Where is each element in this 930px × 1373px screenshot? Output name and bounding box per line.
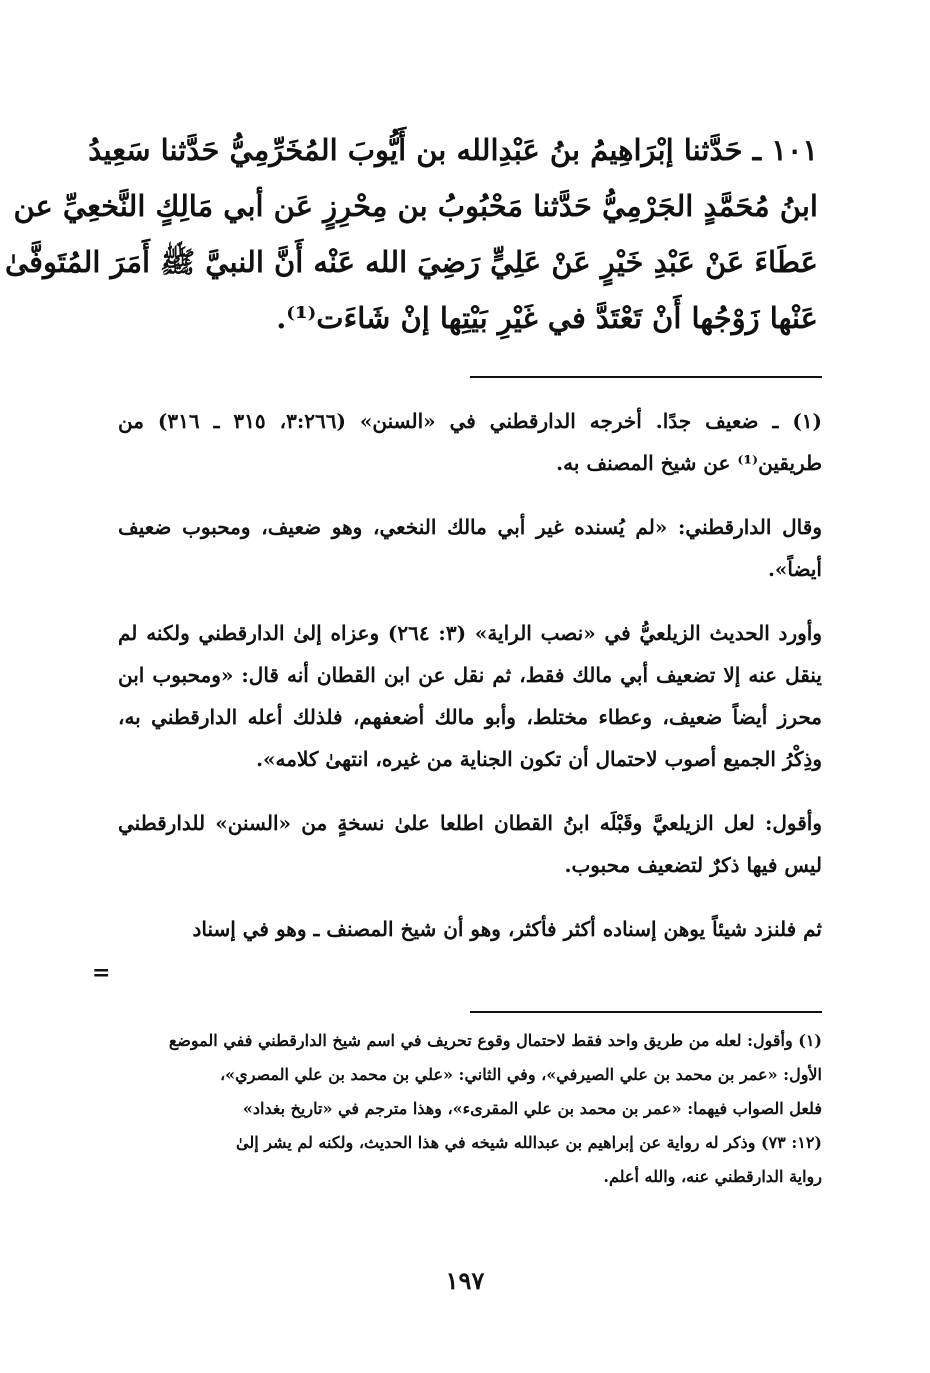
note-paragraph: وقال الدارقطني: «لم يُسنده غير أبي مالك النخعي، وهو ضعيف، ومحبوب ضعيف أيضاً». xyxy=(118,515,822,581)
commentary-notes xyxy=(118,400,822,972)
footnote-line: (١٢: ٧٣) وذكر له رواية عن إبراهيم بن عبدالله شيخه في هذا الحديث، ولكنه لم يشر إلىٰ xyxy=(235,1133,822,1152)
footnote-line: فلعل الصواب فيهما: «عمر بن محمد بن علي المقرىء»، وهذا مترجم في «تاريخ بغداد» xyxy=(242,1099,822,1118)
footnote-divider xyxy=(470,1011,822,1013)
hadith-line: ١٠١ ـ حَدَّثنا إبْرَاهِيمُ بنُ عَبْدِالله بن أَيُّوبَ المُخَرِّمِيُّ حَدَّثنا سَعِيدُ xyxy=(88,133,818,167)
page-number: ١٩٧ xyxy=(445,1266,485,1295)
hadith-line: ابنُ مُحَمَّدٍ الجَرْمِيُّ حَدَّثنا مَحْبُوبُ بن مِحْرِزٍ عَن أبي مَالِكٍ النَّخعِيِّ عن xyxy=(13,189,818,223)
hadith-line: عَطَاءَ عَنْ عَبْدِ خَيْرٍ عَنْ عَلِيٍّ رَضِيَ الله عَنْه أَنَّ النبيَّ ﷺ أَمَرَ المُتَوفَّىٰ xyxy=(4,245,818,279)
note-paragraph: وأقول: لعل الزيلعيَّ وقَبْلَه ابنُ القطان اطلعا علىٰ نسخةٍ من «السنن» للدارقطني ليس فيها ذكرٌ لتضعيف محبوب. xyxy=(118,811,822,877)
continuation-mark: = xyxy=(92,960,111,986)
footnote-line: (١) وأقول: لعله من طريق واحد فقط لاحتمال وقوع تحريف في اسم شيخ الدارقطني ففي الموضع xyxy=(168,1031,822,1050)
note-paragraph: (١) ـ ضعيف جدًا. أخرجه الدارقطني في «السنن» (٣:٢٦٦، ٣١٥ ـ ٣١٦) من طريقين⁽¹⁾ عن شيخ المصنف به. xyxy=(118,409,822,475)
footnote-line: الأول: «عمر بن محمد بن علي الصيرفي»، وفي الثاني: «علي بن محمد بن علي المصري»، xyxy=(220,1065,822,1084)
footnotes xyxy=(118,1024,822,1194)
footnote-line: رواية الدارقطني عنه، والله أعلم. xyxy=(603,1167,822,1186)
section-divider xyxy=(470,376,822,378)
hadith-text xyxy=(4,122,818,346)
hadith-line: عَنْها زَوْجُها أَنْ تَعْتَدَّ في غَيْرِ بَيْتِها إنْ شَاءَت⁽¹⁾. xyxy=(276,301,818,335)
note-paragraph: وأورد الحديث الزيلعيُّ في «نصب الراية» (٣: ٢٦٤) وعزاه إلىٰ الدارقطني ولكنه لم ينقل عنه إلا تضعيف أبي مالك فقط، ثم نقل عن ابن القطان أنه قال: «ومحبوب ابن محرز أيضاً ضعيف، وعطاء مختلط، وأبو مالك أضعفهم، فلذلك أعله الدارقطني به، وذِكْرُ الجميع أصوب لاحتمال أن تكون الجناية من غيره، انتهىٰ كلامه». xyxy=(118,621,822,771)
note-paragraph: ثم فلنزد شيئاً يوهن إسناده أكثر فأكثر، وهو أن شيخ المصنف ـ وهو في إسناد xyxy=(192,917,822,941)
